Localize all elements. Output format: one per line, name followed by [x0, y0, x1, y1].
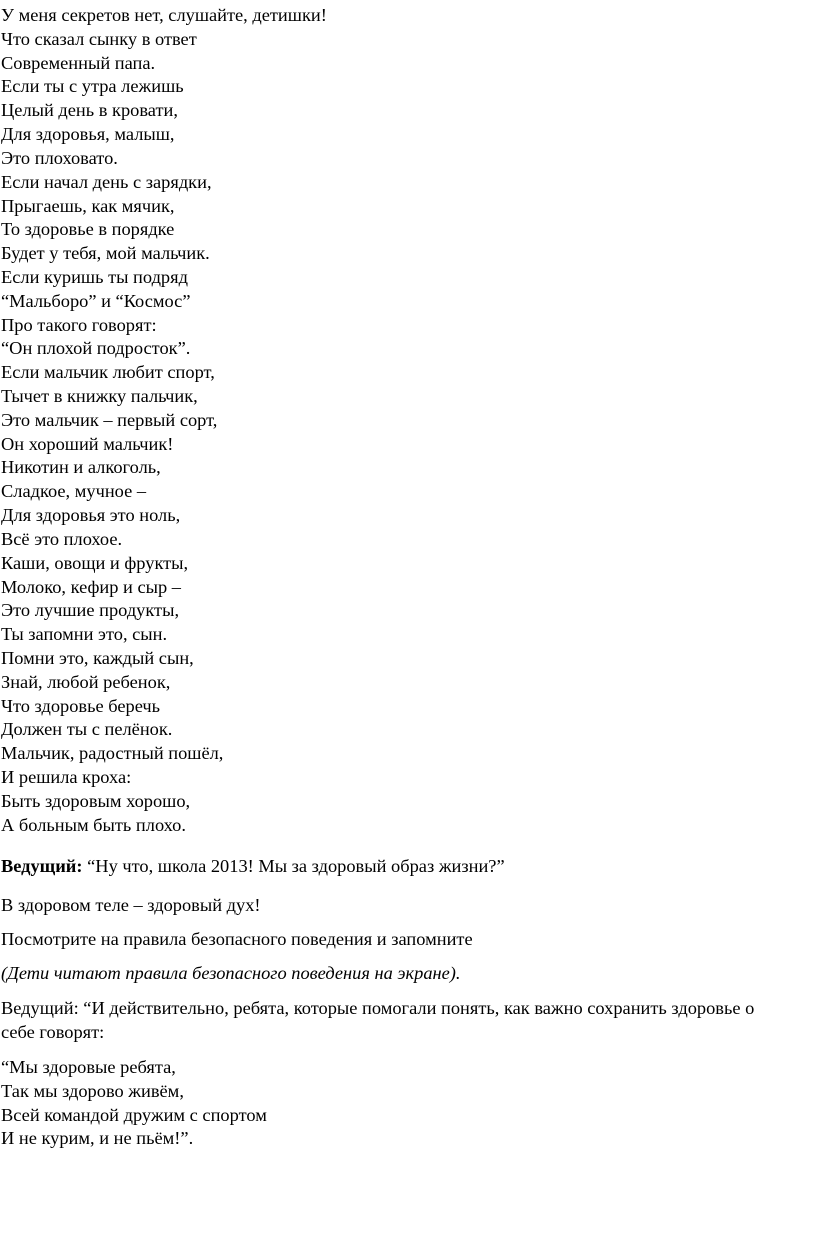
speaker-label: Ведущий:	[1, 856, 83, 876]
poem-line: Про такого говорят:	[1, 314, 157, 335]
host-line-1	[1, 855, 807, 879]
poem-line: Что здоровье беречь	[1, 695, 161, 716]
poem	[0, 4, 807, 837]
poem-line: Это лучшие продукты,	[1, 600, 180, 621]
poem-line: Ты запомни это, сын.	[1, 624, 168, 645]
poem-line: Прыгаешь, как мячик,	[1, 195, 175, 216]
poem-line: Быть здоровым хорошо,	[1, 790, 191, 811]
poem-line: Помни это, каждый сын,	[1, 647, 194, 668]
poem-line: Это мальчик – первый сорт,	[1, 409, 218, 430]
poem-line: “Он плохой подросток”.	[1, 338, 191, 359]
poem-line: У меня секретов нет, слушайте, детишки!	[1, 5, 327, 25]
poem-line: Если начал день с зарядки,	[1, 171, 212, 192]
poem-line: Сладкое, мучное –	[1, 481, 147, 502]
final-poem-line: Всей командой дружим с спортом	[1, 1104, 267, 1125]
poem-line: А больным быть плохо.	[1, 814, 186, 835]
host-line-1-text: “Ну что, школа 2013! Мы за здоровый образ жизни?”	[82, 856, 505, 876]
instruction-line: Посмотрите на правила безопасного поведения и запомните	[1, 929, 473, 949]
poem-line: Будет у тебя, мой мальчик.	[1, 243, 210, 264]
poem-line: Мальчик, радостный пошёл,	[1, 743, 224, 764]
host-line-2: Ведущий: “И действительно, ребята, которые помогали понять, как важно сохранить здоровье о себе говорят:	[1, 998, 755, 1042]
poem-line: Должен ты с пелёнок.	[1, 719, 173, 740]
final-poem-line: “Мы здоровые ребята,	[1, 1057, 176, 1077]
poem-line: Никотин и алкоголь,	[1, 457, 161, 478]
poem-line: Всё это плохое.	[1, 528, 123, 549]
poem-line: Это плоховато.	[1, 147, 118, 168]
poem-line: Если куришь ты подряд	[1, 266, 188, 287]
poem-line: Если мальчик любит спорт,	[1, 362, 215, 383]
poem-line: Знай, любой ребенок,	[1, 671, 171, 692]
poem-line: Для здоровья это ноль,	[1, 505, 181, 526]
poem-line: И решила кроха:	[1, 767, 132, 787]
poem-line: Тычет в книжку пальчик,	[1, 386, 198, 406]
poem-line: Целый день в кровати,	[1, 100, 178, 121]
poem-line: Молоко, кефир и сыр –	[1, 576, 181, 597]
poem-line: Для здоровья, малыш,	[1, 124, 175, 145]
poem-line: Что сказал сынку в ответ	[1, 28, 197, 49]
poem-line: Он хороший мальчик!	[1, 433, 174, 454]
poem-line: Каши, овощи и фрукты,	[1, 552, 189, 573]
poem-line: “Мальборо” и “Космос”	[1, 290, 191, 311]
final-poem-line: Так мы здорово живём,	[1, 1080, 184, 1101]
final-poem	[0, 1056, 807, 1151]
poem-line: Современный папа.	[1, 52, 156, 73]
final-poem-line: И не курим, и не пьём!”.	[1, 1128, 194, 1149]
poem-line: То здоровье в порядке	[1, 219, 175, 240]
motto-line: В здоровом теле – здоровый дух!	[1, 895, 261, 915]
poem-line: Если ты с утра лежишь	[1, 76, 184, 97]
stage-direction: (Дети читают правила безопасного поведения на экране).	[1, 963, 461, 983]
